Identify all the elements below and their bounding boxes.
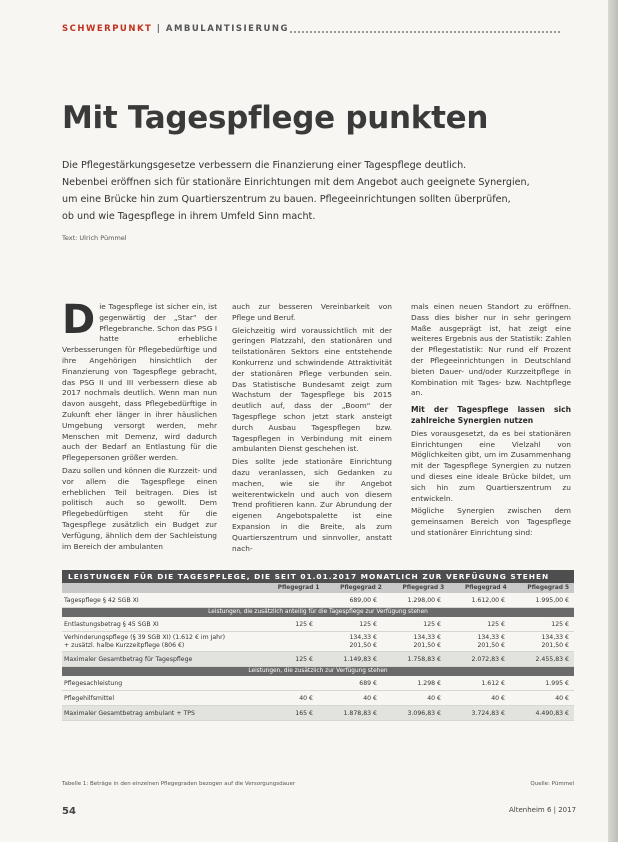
table-cell: 134,33 € 201,50 € [477, 633, 505, 649]
table-row [62, 691, 574, 706]
table-body-c [62, 676, 574, 721]
kicker-subtopic: AMBULANTISIERUNG [165, 24, 289, 34]
table-cell: 1.878,83 € [343, 709, 377, 717]
table-row [62, 593, 574, 608]
page-number: 54 [62, 806, 76, 817]
table-cell: 689,00 € [349, 596, 377, 604]
column-header: Pflegegrad 2 [340, 585, 382, 591]
table-cell: 4.490,83 € [535, 709, 569, 717]
lead-line: ob und wie Tagespflege in ihrem Umfeld Sinn macht. [62, 211, 316, 222]
paragraph: Mögliche Synergien zwischen dem gemeinsamen Bereich von Tagespflege und stationärer Einrichtung sind: [411, 506, 571, 537]
table-cell: 2.072,83 € [471, 655, 505, 663]
table-cell: 1.149,83 € [343, 655, 377, 663]
footnote-text: Tabelle 1: Beträge in den einzelnen Pflegegraden bezogen auf die Versorgungsdauer [62, 781, 296, 787]
table-footnote [62, 781, 574, 787]
text-column-1 [62, 297, 217, 554]
article-title: Mit Tagespflege punkten [62, 100, 489, 136]
paragraph: Dazu sollen und können die Kurzzeit- und vor allem die Tagespflege einen erheblichen Teil beitragen. Dies ist politisch auch so gewollt. Dem Pflegebedürftigen steht für die Tagespflege zusätzlich ein Budget zur Verfügung, ähnlich dem der Sachleistung im Bereich der ambulanten [62, 465, 217, 551]
table-row [62, 617, 574, 632]
benefits-table [62, 570, 574, 721]
table-cell: 125 € [295, 655, 313, 663]
table-cell: 1.995,00 € [535, 596, 569, 604]
dotted-rule [290, 31, 560, 33]
kicker-topic: SCHWERPUNKT [62, 24, 153, 34]
table-cell: 3.724,83 € [471, 709, 505, 717]
table-cell: 1.612 € [481, 679, 505, 687]
row-label: Maximaler Gesamtbetrag ambulant + TPS [64, 709, 195, 717]
table-cell: 125 € [295, 620, 313, 628]
table-cell: 125 € [423, 620, 441, 628]
paragraph: auch zur besseren Vereinbarkeit von Pflege und Beruf. [232, 302, 392, 322]
lead-line: um eine Brücke hin zum Quartierszentrum zu bauen. Pflegeeinrichtungen sollten überprüfen, [62, 194, 511, 205]
table-cell: 134,33 € 201,50 € [541, 633, 569, 649]
row-label: Entlastungsbetrag § 45 SGB XI [64, 620, 159, 628]
magazine-issue: Altenheim 6 | 2017 [509, 806, 577, 814]
table-cell: 2.455,83 € [535, 655, 569, 663]
row-label: Pflegehilfsmittel [64, 694, 115, 702]
page-edge [608, 0, 618, 842]
table-cell: 1.298 € [417, 679, 441, 687]
table-cell: 134,33 € 201,50 € [349, 633, 377, 649]
table-cell: 40 € [555, 694, 569, 702]
section-kicker [62, 24, 289, 34]
text-column-3 [411, 302, 571, 541]
table-cell: 125 € [487, 620, 505, 628]
table-band: Leistungen, die zusätzlich anteilig für die Tagespflege zur Verfügung stehen [62, 608, 574, 617]
column-header: Pflegegrad 4 [464, 585, 507, 591]
table-cell: 40 € [299, 694, 313, 702]
table-row [62, 706, 574, 721]
row-label: Verhinderungspflege (§ 39 SGB XI) (1.612 € im Jahr) + zusätzl. halbe Kurzzeitpflege (806 €) [64, 633, 226, 649]
table-header [62, 583, 574, 593]
lead-line: Nebenbei eröffnen sich für stationäre Einrichtungen mit dem Angebot auch geeignete Synergien, [62, 177, 530, 188]
article-lead [62, 157, 582, 225]
row-label: Pflegesachleistung [64, 679, 123, 687]
table-cell: 3.096,83 € [407, 709, 441, 717]
subheading: Mit der Tagespflege lassen sich zahlreiche Synergien nutzen [411, 405, 571, 425]
paragraph: mals einen neuen Standort zu eröffnen. Dass dies bisher nur in sehr geringem Maße ausgeprägt ist, hat zeigt eine weiteres Ergebnis aus der Statistik: Zahlen der Pflegestatistik: Nur rund elf Prozent der Pflegeeinrichtungen in Deutschland bieten Dauer- und/oder Kurzzeitpflege in Kombination mit Tages- bzw. Nachtpflege an. [411, 302, 571, 398]
table-body-a [62, 593, 574, 608]
table-cell: 40 € [363, 694, 377, 702]
table-cell: 40 € [427, 694, 441, 702]
paragraph: Dies sollte jede stationäre Einrichtung dazu veranlassen, sich Gedanken zu machen, wie sie ihr Angebot weiterentwickeln und auch von diesem Trend profitieren kann. Zur Abrundung der eigenen Angebotspalette ist eine Expansion in die Breite, als zum Quartierszentrum und sinnvoller, anstatt nach- [232, 457, 392, 553]
row-label: Tagespflege § 42 SGB XI [64, 596, 139, 604]
column-header: Pflegegrad 5 [527, 585, 570, 591]
table-band: Leistungen, die zusätzlich zur Verfügung stehen [62, 667, 574, 676]
table-title: LEISTUNGEN FÜR DIE TAGESPFLEGE, DIE SEIT 01.01.2017 MONATLICH ZUR VERFÜGUNG STEHEN [62, 570, 574, 583]
paragraph: Dies vorausgesetzt, da es bei stationären Einrichtungen eine Vielzahl von Möglichkeiten gibt, um im Zusammenhang mit der Tagespflege Synergien zu nutzen und dieses eine ideale Brücke bildet, um sich hin zum Quartierszentrum zu entwickeln. [411, 428, 571, 503]
table-cell: 165 € [295, 709, 313, 717]
table-cell: 40 € [491, 694, 505, 702]
table-cell: 689 € [359, 679, 377, 687]
table-cell: 125 € [551, 620, 569, 628]
header-spacer [62, 583, 262, 593]
paragraph: Gleichzeitig wird voraussichtlich mit der geringen Platzzahl, den stationären und teilstationären Sektors eine entstehende Konkurrenz und schwindende Attraktivität der stationären Pflege verbunden sein. Das Statistische Bundesamt zeigt zum Wachstum der Tagespflege bis 2015 deutlich auf, dass der „Boom“ der Tagespflege schon jetzt stark ansteigt durch Ausbau Tagespflegen bzw. Tagespflegen in Verbindung mit einem ambulanten Dienst geschehen ist. [232, 325, 392, 454]
text-column-2 [232, 302, 392, 556]
row-label: Maximaler Gesamtbetrag für Tagespflege [64, 655, 193, 663]
table-cell: 1.612,00 € [471, 596, 505, 604]
table-body-b [62, 617, 574, 667]
paragraph-text: ie Tagespflege ist sicher ein, ist gegenwärtig der „Star“ der Pflegebranche. Schon das PSG I hatte erhebliche Verbesserungen für Pflegebedürftige und ihre Angehörigen hinsichtlich der Finanzierung von Tagespflege gebracht, das PSG II und III verbessern diese ab 2017 nochmals deutlich. Wenn man nun davon ausgeht, dass Pflegebedürftige in Zukunft eher länger in ihrer häuslichen Umgebung versorgt werden, mehr Menschen mit Demenz, wird dadurch auch der Bedarf an Entlastung für die Pflegepersonen größer werden. [62, 302, 217, 463]
table-row [62, 652, 574, 667]
kicker-separator: | [152, 24, 166, 34]
drop-cap: D [62, 297, 96, 343]
column-header: Pflegegrad 3 [402, 585, 445, 591]
lead-line: Die Pflegestärkungsgesetze verbessern die Finanzierung einer Tagespflege deutlich. [62, 160, 467, 171]
author-byline: Text: Ulrich Pümmel [62, 234, 127, 242]
table-cell: 125 € [359, 620, 377, 628]
table-source: Quelle: Pümmel [530, 781, 574, 787]
paragraph [62, 297, 217, 464]
table-row [62, 632, 574, 652]
table-cell: 134,33 € 201,50 € [413, 633, 441, 649]
table-cell: 1.758,83 € [407, 655, 441, 663]
column-header: Pflegegrad 1 [277, 585, 320, 591]
table-row [62, 676, 574, 691]
table-cell: 1.995 € [545, 679, 569, 687]
table-cell: 1.298,00 € [407, 596, 441, 604]
